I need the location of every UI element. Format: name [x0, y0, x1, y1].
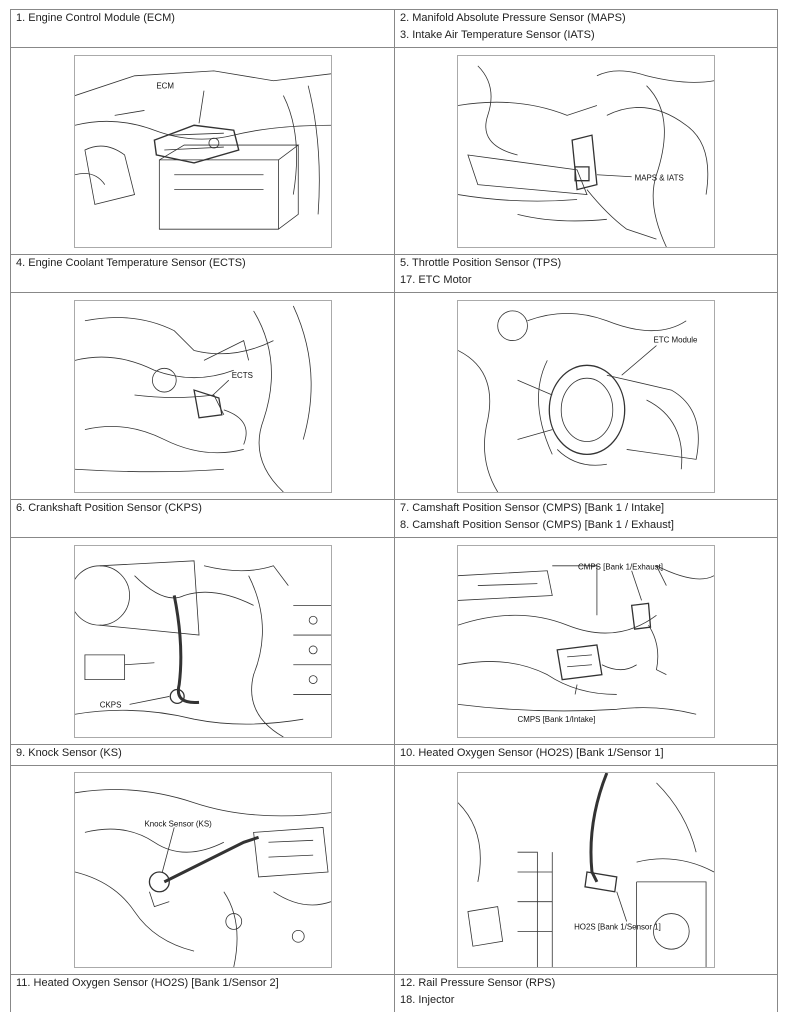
label-cell [394, 975, 778, 1012]
label-row-1 [10, 10, 778, 48]
image-cell [10, 538, 394, 744]
image-row-1 [10, 48, 778, 255]
ckps-callout: CKPS [99, 699, 121, 709]
caption-rps: 12. Rail Pressure Sensor (RPS) [400, 977, 556, 989]
etc-callout: ETC Module [653, 335, 698, 345]
ho2s-figure [457, 772, 715, 968]
caption-ho2s-2: 11. Heated Oxygen Sensor (HO2S) [Bank 1/Sensor 2] [16, 977, 279, 989]
cmps-figure [457, 545, 715, 738]
ects-callout: ECTS [231, 370, 253, 380]
ects-figure [74, 300, 332, 493]
label-cell [394, 255, 778, 292]
maps-callout: MAPS & IATS [634, 173, 684, 183]
etc-figure [457, 300, 715, 493]
label-cell [10, 500, 394, 537]
maps-iats-figure [457, 55, 715, 248]
ho2s-callout: HO2S [Bank 1/Sensor 1] [574, 922, 661, 932]
label-cell [10, 10, 394, 47]
caption-ho2s-1: 10. Heated Oxygen Sensor (HO2S) [Bank 1/Sensor 1] [400, 747, 664, 759]
image-cell [394, 538, 778, 744]
caption-ckps: 6. Crankshaft Position Sensor (CKPS) [16, 502, 202, 514]
ecm-figure [74, 55, 332, 248]
caption-ecm: 1. Engine Control Module (ECM) [16, 12, 175, 24]
caption-ks: 9. Knock Sensor (KS) [16, 747, 122, 759]
caption-tps: 5. Throttle Position Sensor (TPS) [400, 257, 562, 269]
label-cell [10, 975, 394, 1012]
caption-iats: 3. Intake Air Temperature Sensor (IATS) [400, 29, 595, 41]
image-cell [394, 293, 778, 499]
image-row-3 [10, 538, 778, 745]
label-cell [394, 500, 778, 537]
label-row-3 [10, 500, 778, 538]
image-row-2 [10, 293, 778, 500]
cmps-intake-callout: CMPS [Bank 1/Intake] [517, 714, 596, 724]
label-cell [394, 745, 778, 765]
label-cell [10, 745, 394, 765]
image-cell [10, 766, 394, 974]
sensor-location-table [10, 9, 778, 1012]
label-row-4 [10, 745, 778, 766]
ks-callout: Knock Sensor (KS) [143, 819, 212, 829]
image-cell [394, 48, 778, 254]
label-cell [394, 10, 778, 47]
ecm-callout: ECM [155, 81, 174, 91]
ckps-figure [74, 545, 332, 738]
label-cell [10, 255, 394, 292]
caption-maps: 2. Manifold Absolute Pressure Sensor (MAPS) [400, 12, 626, 24]
image-cell [10, 48, 394, 254]
image-cell [10, 293, 394, 499]
caption-cmps-exhaust: 8. Camshaft Position Sensor (CMPS) [Bank 1 / Exhaust] [400, 519, 674, 531]
caption-etc-motor: 17. ETC Motor [400, 274, 472, 286]
ks-figure [74, 772, 332, 968]
image-cell [394, 766, 778, 974]
caption-injector: 18. Injector [400, 994, 455, 1006]
label-row-5 [10, 975, 778, 1012]
label-row-2 [10, 255, 778, 293]
caption-cmps-intake: 7. Camshaft Position Sensor (CMPS) [Bank 1 / Intake] [400, 502, 665, 514]
image-row-4 [10, 766, 778, 975]
caption-ects: 4. Engine Coolant Temperature Sensor (ECTS) [16, 257, 246, 269]
cmps-exhaust-callout: CMPS [Bank 1/Exhaust] [578, 562, 663, 572]
